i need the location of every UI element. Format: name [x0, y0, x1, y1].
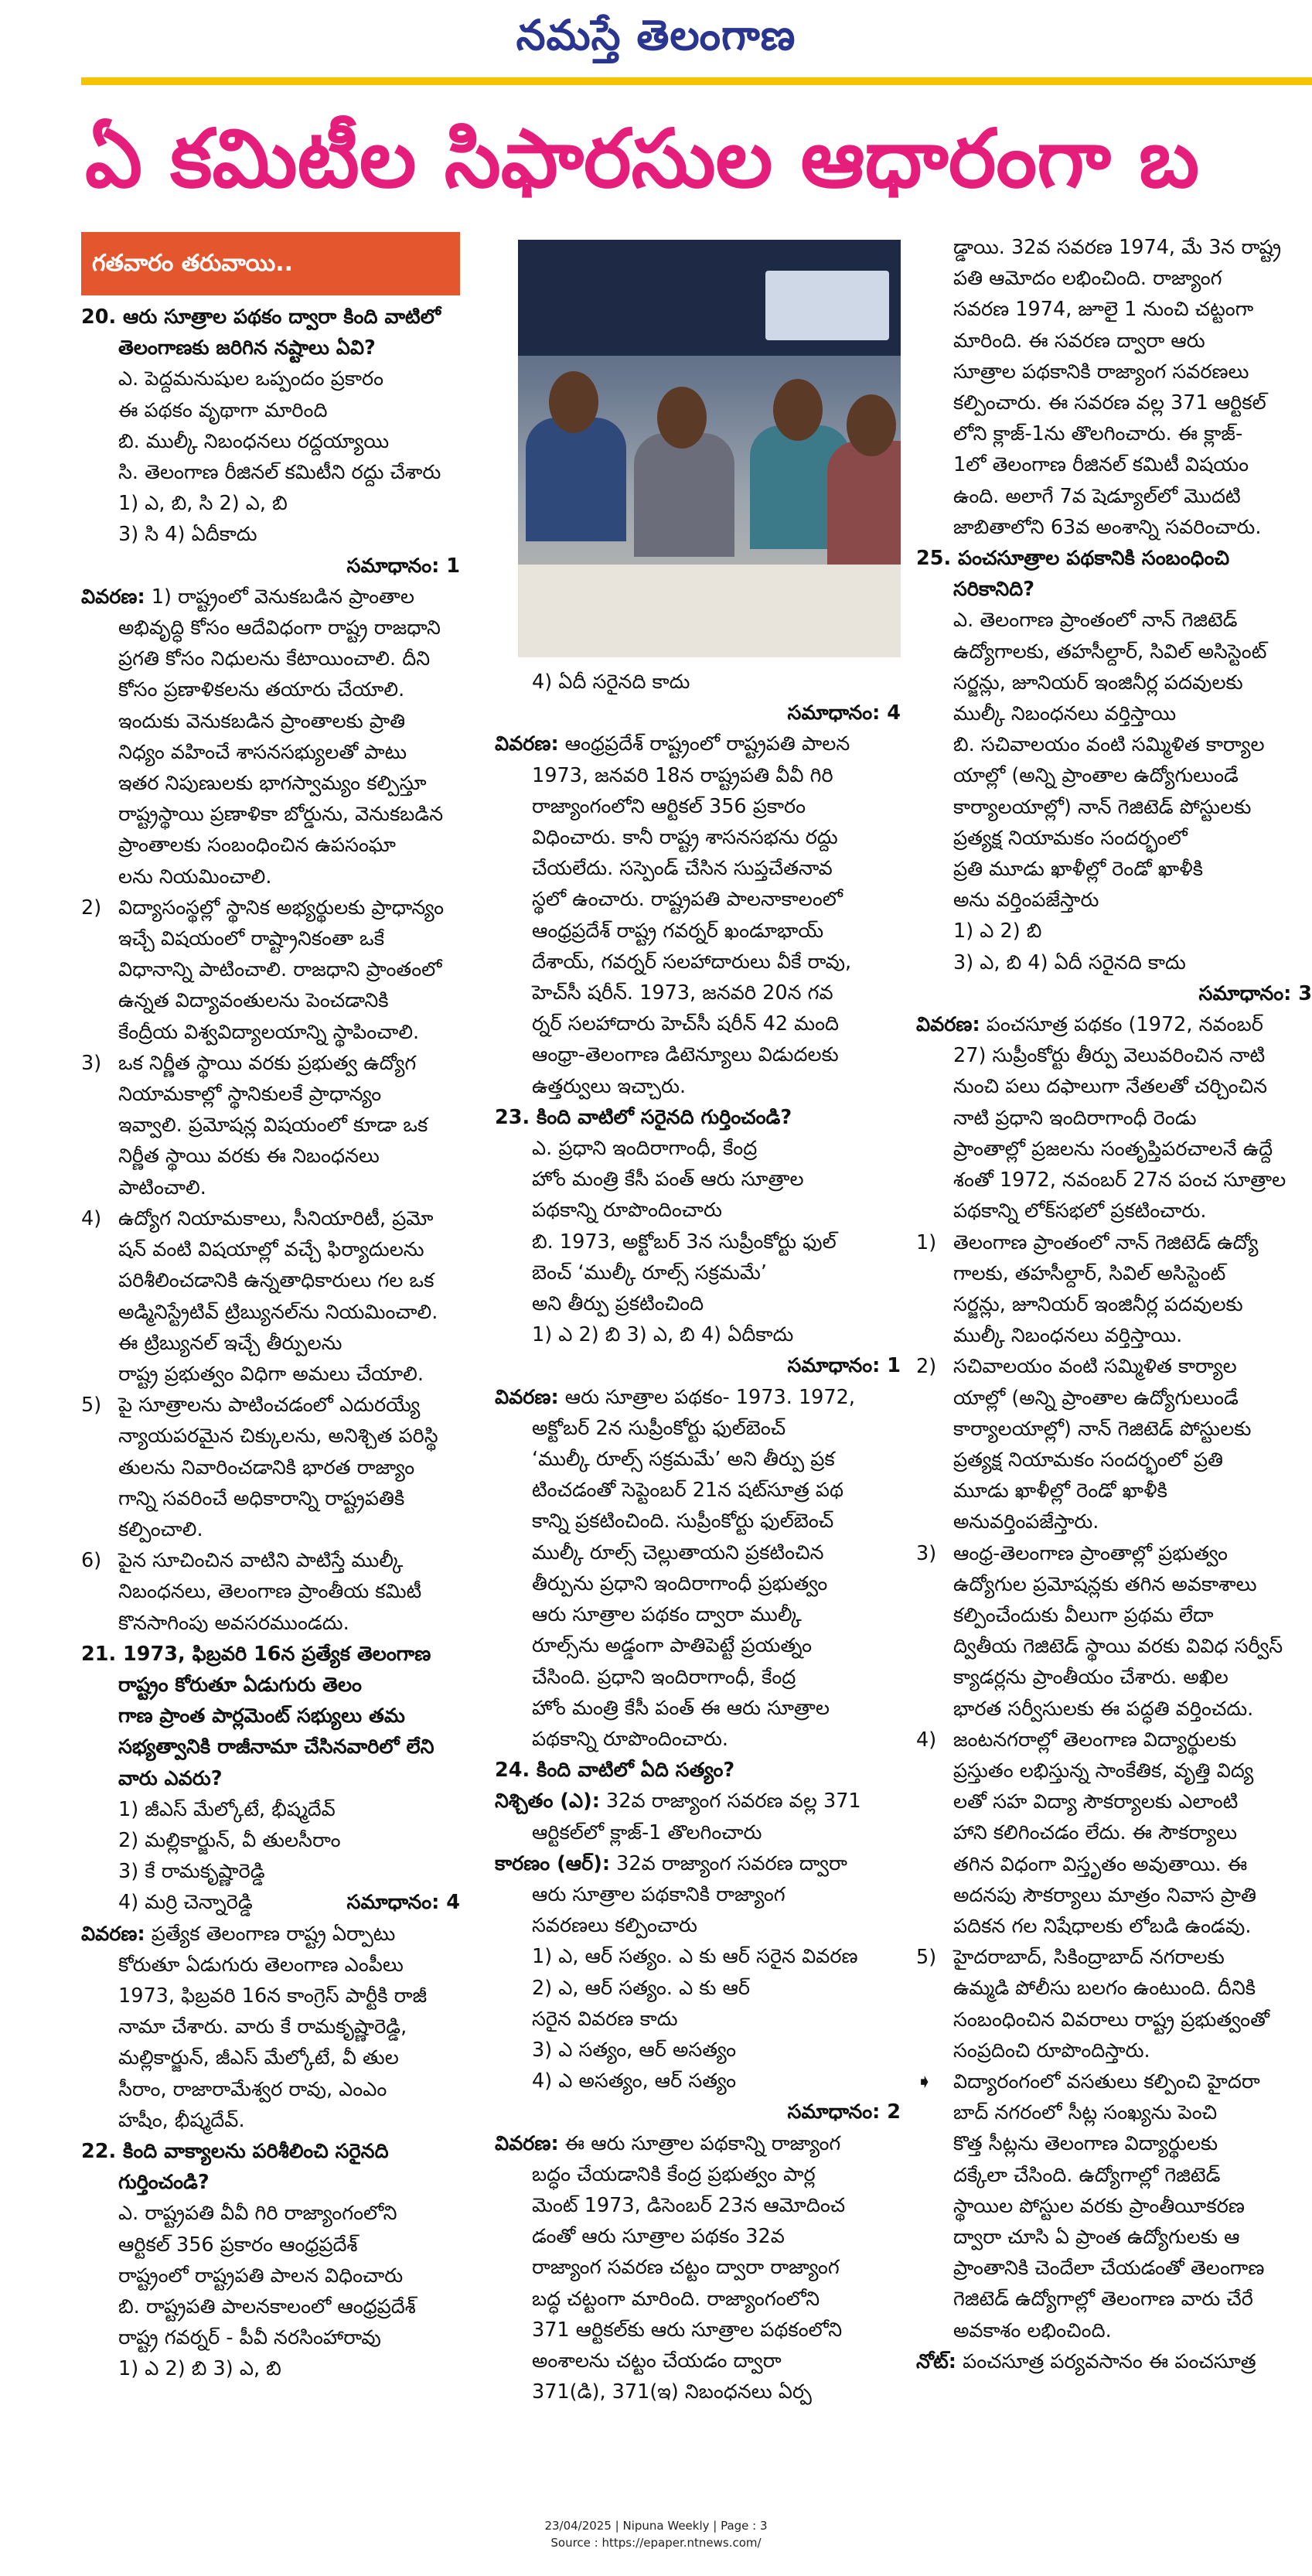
- body-text: పరిశీలించడానికి ఉన్నతాధికారులు గల ఒక: [118, 1269, 434, 1293]
- body-text: మల్లికార్జున్, జీఎస్ మేల్కోటే, వీ తుల: [118, 2046, 399, 2070]
- body-text: ఉద్యోగ నియామకాలు, సీనియారిటీ, ప్రమో: [118, 1206, 434, 1230]
- body-text: సర్జన్లు, జూనియర్ ఇంజినీర్ల పదవులకు: [953, 670, 1243, 694]
- body-text: షన్ వంటి విషయాల్లో వచ్చే ఫిర్యాదులను: [118, 1238, 424, 1262]
- body-text: బెంచ్ ‘ముల్కీ రూల్స్ సక్రమమే’: [532, 1261, 768, 1285]
- body-text: 1) ఎ 2) బి: [953, 920, 1042, 943]
- body-text: అని తీర్పు ప్రకటించింది: [532, 1292, 704, 1316]
- answer-label: సమాధానం: 1: [787, 1354, 901, 1378]
- body-text: అభివృద్ధి కోసం ఆదేవిధంగా రాష్ట్ర రాజధాని: [118, 616, 441, 640]
- body-text: ప్రగతి కోసం నిధులను కేటాయించాలి. దీని: [118, 647, 431, 671]
- body-text: సవరణ 1974, జూలై 1 నుంచి చట్టంగా: [953, 298, 1254, 322]
- body-text: నాటి ప్రధాని ఇందిరాగాంధీ రెండు: [953, 1106, 1197, 1130]
- body-text: సరైన వివరణ కాదు: [532, 2007, 678, 2031]
- body-text: అవకాశం లభించింది.: [953, 2318, 1112, 2342]
- explanation-label: వివరణ:: [916, 1013, 980, 1037]
- body-text: ప్రతి మూడు ఖాళీల్లో రెండో ఖాళీకి: [953, 858, 1204, 882]
- body-text: రాష్ట్రస్థాయి ప్రణాళికా బోర్డును, వెనుకబడిన: [118, 803, 444, 827]
- question-text: సభ్యత్వానికి రాజీనామా చేసినవారిలో లేని: [118, 1735, 434, 1759]
- body-text: ఆరు సూత్రాల పథకానికి రాజ్యాంగ: [532, 1882, 785, 1906]
- body-text: 1లో తెలంగాణ రీజినల్ కమిటీ విషయం: [953, 453, 1249, 477]
- body-text: పంచసూత్ర పథకం (1972, నవంబర్: [980, 1013, 1263, 1037]
- masthead: [0, 0, 1312, 76]
- body-text: తగిన విధంగా విస్తృతం అవుతాయి. ఈ: [953, 1852, 1248, 1876]
- body-text: తెలంగాణ ప్రాంతంలో నాన్ గెజిటెడ్ ఉద్యో: [953, 1230, 1259, 1254]
- numbered-point: [916, 1942, 1312, 1973]
- body-text: 4) ఏదీ సరైనది కాదు: [532, 670, 690, 694]
- body-text: నుంచి పలు దఫాలుగా నేతలతో చర్చించిన: [953, 1075, 1268, 1099]
- body-text: 1973, జనవరి 18న రాష్ట్రపతి వీవీ గిరి: [532, 763, 833, 787]
- body-text: పై సూత్రాలను పాటించడంలో ఎదురయ్యే: [118, 1394, 421, 1418]
- body-text: ఒక నిర్ణీత స్థాయి వరకు ప్రభుత్వ ఉద్యోగ: [118, 1051, 417, 1075]
- body-text: 27) సుప్రీంకోర్టు తీర్పు వెలువరించిన నాటి: [953, 1044, 1266, 1068]
- column-3: [916, 232, 1312, 2490]
- explanation-label: వివరణ:: [81, 1922, 145, 1946]
- body-text: ఎ. పెద్దమనుషుల ఒప్పందం ప్రకారం: [118, 367, 384, 391]
- point-number: 5): [81, 1394, 102, 1418]
- body-text: నిబంధనలు, తెలంగాణ ప్రాంతీయ కమిటీ: [118, 1580, 422, 1604]
- body-text: లను నియమించాలి.: [118, 865, 272, 889]
- body-text: పాటించాలి.: [118, 1175, 206, 1199]
- body-text: డ్డాయి. 32వ సవరణ 1974, మే 3న రాష్ట్ర: [953, 236, 1282, 259]
- body-text: ఆంధ్ర-తెలంగాణ ప్రాంతాల్లో ప్రభుత్వం: [953, 1541, 1228, 1565]
- newspaper-logo: నమస్తే తెలంగాణ: [516, 11, 796, 60]
- body-text: పథకాన్ని రూపొందించారు: [532, 1199, 722, 1223]
- question-text: వారు ఎవరు?: [118, 1766, 223, 1790]
- explanation-start: [916, 2346, 1312, 2377]
- body-text: ఈ పథకం వృథాగా మారింది: [118, 398, 328, 422]
- explanation-start: [495, 728, 901, 759]
- body-text: కార్యాలయాల్లో) నాన్ గెజిటెడ్ పోస్టులకు: [953, 795, 1252, 819]
- point-number: 6): [81, 1549, 102, 1573]
- body-text: ఆర్టికల్ 356 ప్రకారం ఆంధ్రప్రదేశ్: [118, 2233, 358, 2257]
- body-text: ప్రాంతాలకు సంబంధించిన ఉపసంఘా: [118, 834, 396, 858]
- numbered-point: [81, 1390, 460, 1421]
- body-text: రూల్స్‌ను అడ్డంగా పాతిపెట్టే ప్రయత్నం: [532, 1634, 813, 1658]
- numbered-point: [81, 1048, 460, 1079]
- body-text: 1) రాష్ట్రంలో వెనుకబడిన ప్రాంతాల: [145, 585, 414, 609]
- body-text: రాష్ట్ర గవర్నర్ - పీవీ నరసింహారావు: [118, 2326, 381, 2350]
- body-text: జంటనగరాల్లో తెలంగాణ విద్యార్థులకు: [953, 1728, 1237, 1752]
- answer-label: సమాధానం: 3: [1198, 981, 1312, 1005]
- body-text: ద్వితీయ గెజిటెడ్ స్థాయి వరకు వివిధ సర్వీస్: [953, 1635, 1283, 1659]
- body-text: ఉమ్మడి పోలీసు బలగం ఉంటుంది. దీనికి: [953, 1977, 1256, 2001]
- column-1-text: [81, 302, 460, 2385]
- body-text: కేంద్రీయ విశ్వవిద్యాలయాన్ని స్థాపించాలి.: [118, 1020, 420, 1044]
- body-text: స్థాయిల పోస్టుల వరకు ప్రాంతీయీకరణ: [953, 2194, 1245, 2218]
- numbered-point: [81, 1203, 460, 1234]
- body-text: ఉంది. అలాగే 7వ షెడ్యూల్‌లో మొదటి: [953, 484, 1241, 508]
- body-text: 32వ రాజ్యాంగ సవరణ ద్వారా: [610, 1851, 847, 1875]
- body-text: ఆరు సూత్రాల పథకం- 1973. 1972,: [558, 1385, 855, 1409]
- question-text: 23. కింది వాటిలో సరైనది గుర్తించండి?: [495, 1105, 792, 1129]
- body-text: అను వర్తింపజేస్తారు: [953, 889, 1099, 913]
- body-text: ఉన్నత విద్యావంతులను పెంచడానికి: [118, 989, 389, 1013]
- point-number: 2): [81, 896, 102, 920]
- body-text: కల్పించేందుకు వీలుగా ప్రథమ లేదా: [953, 1603, 1214, 1627]
- body-text: 1) ఎ, బి, సి 2) ఎ, బి: [118, 492, 288, 516]
- page-footer: [0, 2517, 1312, 2551]
- explanation-label: వివరణ:: [495, 1385, 559, 1409]
- explanation-start: [916, 1009, 1312, 1040]
- body-text: లోని క్లాజ్-1ను తొలగించారు. ఈ క్లాజ్-: [953, 422, 1243, 446]
- body-text: బాద్ నగరంలో సీట్ల సంఖ్యను పెంచి: [953, 2101, 1218, 2125]
- body-text: కల్పించాలి.: [118, 1517, 203, 1541]
- body-text: రాజ్యాంగ సవరణ చట్టం ద్వారా రాజ్యాంగ: [532, 2256, 840, 2280]
- body-text: మూడు ఖాళీల్లో రెండో ఖాళీకి: [953, 1479, 1167, 1503]
- body-text: ముల్కీ రూల్స్ చెల్లుతాయని ప్రకటించిన: [532, 1540, 824, 1564]
- body-text: ప్రాంతాల్లో ప్రజలను సంతృప్తిపరచాలనే ఉద్దే: [953, 1137, 1273, 1161]
- body-text: తీర్పును ప్రధాని ఇందిరాగాంధీ ప్రభుత్వం: [532, 1571, 828, 1595]
- body-text: ఉద్యోగుల ప్రమోషన్లకు తగిన అవకాశాలు: [953, 1572, 1257, 1596]
- body-text: ఈ ట్రిబ్యునల్ ఇచ్చే తీర్పులను: [118, 1331, 342, 1355]
- numbered-point: [916, 1351, 1312, 1382]
- body-text: ఎ. తెలంగాణ ప్రాంతంలో నాన్ గెజిటెడ్: [953, 609, 1238, 633]
- explanation-label: నోట్:: [916, 2349, 956, 2373]
- point-number: 4): [916, 1728, 937, 1752]
- body-text: సచివాలయం వంటి సమ్మిళిత కార్యాల: [953, 1355, 1237, 1379]
- body-text: ఎ. ప్రధాని ఇందిరాగాంధీ, కేంద్ర: [532, 1137, 758, 1161]
- body-text: క్యాడర్లను ప్రాంతీయం చేశారు. అఖిల: [953, 1666, 1229, 1690]
- body-text: బి. 1973, అక్టోబర్ 3న సుప్రీంకోర్టు ఫుల్: [532, 1230, 837, 1254]
- body-text: ముల్కీ నిబంధనలు వర్తిస్తాయి: [953, 702, 1177, 726]
- body-text: విధానాన్ని పాటించాలి. రాజధాని ప్రాంతంలో: [118, 958, 442, 982]
- body-text: 1973, ఫిబ్రవరి 16న కాంగ్రెస్ పార్టీకి రాజీ: [118, 1984, 428, 2008]
- body-text: హెచ్‌సీ షరీన్. 1973, జనవరి 20న గవ: [532, 981, 833, 1005]
- body-text: ఉత్తర్వులు ఇచ్చారు.: [532, 1074, 687, 1098]
- body-text: హైదరాబాద్, సికింద్రాబాద్ నగరాలకు: [953, 1946, 1225, 1970]
- explanation-label: కారణం (ఆర్):: [495, 1851, 611, 1875]
- numbered-point: [916, 1227, 1312, 1258]
- body-text: కార్యాలయాల్లో) నాన్ గెజిటెడ్ పోస్టులకు: [953, 1417, 1252, 1441]
- body-text: ఎ. రాష్ట్రపతి వీవీ గిరి రాజ్యాంగంలోని: [118, 2202, 397, 2226]
- question-text: తెలంగాణకు జరిగిన నష్టాలు ఏవి?: [118, 336, 376, 360]
- body-text: టించడంతో సెప్టెంబర్ 21న షట్‌సూత్ర పథ: [532, 1479, 844, 1503]
- explanation-start: [81, 582, 460, 612]
- body-text: నామా చేశారు. వారు కే రామకృష్ణారెడ్డి,: [118, 2015, 407, 2039]
- question-text: గాణ ప్రాంత పార్లమెంట్ సభ్యులు తమ: [118, 1704, 405, 1728]
- classroom-photo: [518, 240, 901, 657]
- explanation-label: వివరణ:: [495, 732, 559, 756]
- body-text: ప్రత్యక్ష నియామకం సందర్భంలో ప్రతి: [953, 1448, 1223, 1472]
- body-text: పథకాన్ని రూపొందించారు.: [532, 1727, 729, 1751]
- numbered-point: [81, 1545, 460, 1576]
- option-with-answer: [81, 1887, 460, 1918]
- body-text: గాలకు, తహసీల్దార్, సివిల్ అసిస్టెంట్: [953, 1261, 1226, 1285]
- page-headline: ఏ కమిటీల సిఫారసుల ఆధారంగా బ: [85, 111, 1200, 206]
- body-text: విద్యాసంస్థల్లో స్థానిక అభ్యర్థులకు ప్రాధాన్యం: [118, 896, 445, 920]
- question-text: 24. కింది వాటిలో ఏది సత్యం?: [495, 1759, 735, 1783]
- answer-label: సమాధానం: 4: [346, 1891, 460, 1915]
- body-text: 3) ఎ సత్యం, ఆర్ అసత్యం: [532, 2038, 737, 2062]
- numbered-point: [916, 1725, 1312, 1755]
- body-text: హాని కలిగించడం లేదు. ఈ సౌకర్యాలు: [953, 1821, 1238, 1845]
- body-text: ప్రాంతానికి చెందేలా చేయడంతో తెలంగాణ: [953, 2257, 1265, 2281]
- body-text: దేశాయ్, గవర్నర్ సలహాదారులు వీకే రావు,: [532, 950, 852, 974]
- body-text: హోం మంత్రి కేసీ పంత్ ఈ ఆరు సూత్రాల: [532, 1696, 830, 1720]
- body-text: ఆర్టికల్‌లో క్లాజ్-1 తొలగించారు: [532, 1820, 762, 1844]
- body-text: కోసం ప్రణాళికలను తయారు చేయాలి.: [118, 678, 405, 702]
- body-text: బి. ముల్కీ నిబంధనలు రద్దయ్యాయి: [118, 429, 390, 453]
- body-text: ఇతర నిపుణులకు భాగస్వామ్యం కల్పిస్తూ: [118, 772, 427, 796]
- body-text: బి. రాష్ట్రపతి పాలనకాలంలో ఆంధ్రప్రదేశ్: [118, 2295, 416, 2318]
- body-text: 3) కే రామకృష్ణారెడ్డి: [118, 1860, 265, 1884]
- column-2: [495, 232, 901, 2490]
- body-text: 1) జీఎస్ మేల్కోటే, భీష్మదేవ్: [118, 1797, 336, 1821]
- masthead-rule: [81, 77, 1312, 85]
- question-text: సరికానిది?: [953, 578, 1035, 602]
- body-text: ఆంధ్రప్రదేశ్ రాష్ట్రంలో రాష్ట్రపతి పాలన: [558, 732, 850, 756]
- body-text: భారత సర్వీసులకు ఈ పద్ధతి వర్తించదు.: [953, 1697, 1254, 1721]
- body-text: 1) ఎ 2) బి 3) ఎ, బి: [118, 2357, 281, 2381]
- question-text: 22. కింది వాక్యాలను పరిశీలించి సరైనది: [81, 2139, 389, 2163]
- body-text: అడ్మినిస్ట్రేటివ్ ట్రిబ్యునల్‌ను నియమించాలి.: [118, 1300, 438, 1324]
- explanation-label: వివరణ:: [495, 2131, 559, 2155]
- answer-label: సమాధానం: 1: [346, 554, 460, 578]
- point-number: ➧: [916, 2069, 933, 2093]
- body-text: ‘ముల్కీ రూల్స్ సక్రమమే’ అని తీర్పు ప్రక: [532, 1448, 835, 1472]
- body-text: నిర్ణీత స్థాయి వరకు ఈ నిబంధనలు: [118, 1145, 380, 1169]
- explanation-label: నిశ్చితం (ఎ):: [495, 1790, 600, 1813]
- body-text: నియామకాల్లో స్థానికులకే ప్రాధాన్యం: [118, 1083, 382, 1107]
- body-text: అనువర్తింపజేస్తారు.: [953, 1510, 1099, 1534]
- point-number: 3): [81, 1051, 102, 1075]
- body-text: సంబంధించిన వివరాలు రాష్ట్ర ప్రభుత్వంతో: [953, 2008, 1269, 2032]
- explanation-start: [495, 2128, 901, 2159]
- body-text: లతో సహ విద్యా సౌకర్యాలకు ఎలాంటి: [953, 1790, 1239, 1814]
- body-text: అదనపు సౌకర్యాలు మాత్రం నివాస ప్రాతి: [953, 1883, 1256, 1907]
- body-text: డంతో ఆరు సూత్రాల పథకం 32వ: [532, 2225, 785, 2249]
- body-text: 4) ఎ అసత్యం, ఆర్ సత్యం: [532, 2069, 737, 2093]
- answer-label: సమాధానం: 4: [787, 701, 901, 725]
- footer-source-line: Source : https://epaper.ntnews.com/: [550, 2536, 762, 2550]
- body-text: 2) మల్లికార్జున్, వీ తులసీరాం: [118, 1828, 341, 1852]
- column-1: [81, 232, 460, 2490]
- body-text: యాల్లో (అన్ని ప్రాంతాల ఉద్యోగులుండే: [953, 764, 1239, 788]
- body-text: బద్ధం చేయడానికి కేంద్ర ప్రభుత్వం పార్ల: [532, 2162, 816, 2186]
- point-number: 5): [916, 1946, 937, 1970]
- body-text: బద్ధ చట్టంగా మారింది. రాజ్యాంగంలోని: [532, 2287, 820, 2311]
- body-text: శంతో 1972, నవంబర్ 27న పంచ సూత్రాల: [953, 1169, 1286, 1192]
- body-text: కాన్ని ప్రకటించింది. సుప్రీంకోర్టు ఫుల్‌బెంచ్: [532, 1510, 834, 1534]
- body-text: అంశాలను చట్టం చేయడం ద్వారా: [532, 2349, 782, 2373]
- body-text: స్థలో ఉంచారు. రాష్ట్రపతి పాలనాకాలంలో: [532, 888, 843, 912]
- explanation-start: [495, 1382, 901, 1413]
- body-text: హోం మంత్రి కేసీ పంత్ ఆరు సూత్రాల: [532, 1168, 804, 1192]
- body-text: 3) ఎ, బి 4) ఏదీ సరైనది కాదు: [953, 950, 1186, 974]
- body-text: విద్యారంగంలో వసతులు కల్పించి హైదరా: [953, 2069, 1260, 2093]
- body-text: రాష్ట్ర ప్రభుత్వం విధిగా అమలు చేయాలి.: [118, 1362, 424, 1386]
- body-text: 3) సి 4) ఏదీకాదు: [118, 523, 257, 547]
- continued-tag: గతవారం తరువాయి..: [81, 232, 460, 295]
- numbered-point: [81, 892, 460, 923]
- body-text: పదికన గల నిషేధాలకు లోబడి ఉండవు.: [953, 1914, 1252, 1938]
- body-text: పైన సూచించిన వాటిని పాటిస్తే ముల్కీ: [118, 1549, 404, 1573]
- body-text: దక్కేలా చేసింది. ఉద్యోగాల్లో గెజిటెడ్: [953, 2163, 1221, 2187]
- body-text: కొత్త సీట్లను తెలంగాణ విద్యార్థులకు: [953, 2132, 1218, 2156]
- question-text: రాష్ట్రం కోరుతూ ఏడుగురు తెలం: [118, 1673, 362, 1697]
- body-text: ఆంధ్రప్రదేశ్ రాష్ట్ర గవర్నర్ ఖండూభాయ్: [532, 919, 824, 943]
- body-text: ఇందుకు వెనుకబడిన ప్రాంతాలకు ప్రాతి: [118, 709, 406, 733]
- body-text: బి. సచివాలయం వంటి సమ్మిళిత కార్యాల: [953, 733, 1265, 757]
- body-text: ద్వారా చూసి ఏ ప్రాంత ఉద్యోగులకు ఆ: [953, 2226, 1240, 2249]
- point-number: 3): [916, 1541, 937, 1565]
- body-text: రాజ్యాంగంలోని ఆర్టికల్ 356 ప్రకారం: [532, 794, 806, 818]
- body-text: 371 ఆర్టికల్‌కు ఆరు సూత్రాల పథకంలోని: [532, 2318, 843, 2342]
- question-text: 21. 1973, ఫిబ్రవరి 16న ప్రత్యేక తెలంగాణ: [81, 1642, 431, 1666]
- body-text: ఆంధ్రా-తెలంగాణ డిటెన్యూలు విడుదలకు: [532, 1043, 839, 1067]
- body-text: మెంట్ 1973, డిసెంబర్ 23న ఆమోదించ: [532, 2193, 846, 2217]
- explanation-start: [81, 1919, 460, 1950]
- body-text: ప్రత్యేక తెలంగాణ రాష్ట్ర ఏర్పాటు: [145, 1922, 396, 1946]
- body-text: ఆరు సూత్రాల పథకం ద్వారా ముల్కీ: [532, 1603, 802, 1627]
- body-text: ప్రత్యక్ష నియామకం సందర్భంలో: [953, 826, 1188, 850]
- explanation-label: వివరణ:: [81, 585, 145, 609]
- body-text: న్యాయపరమైన చిక్కులను, అనిశ్చిత పరిస్థి: [118, 1424, 438, 1448]
- body-text: ముల్కీ నిబంధనలు వర్తిస్తాయి.: [953, 1324, 1183, 1348]
- body-text: హషీం, భీష్మదేవ్.: [118, 2108, 245, 2132]
- body-text: కల్పించారు. ఈ సవరణ వల్ల 371 ఆర్టికల్: [953, 391, 1266, 415]
- footer-issue-line: 23/04/2025 | Nipuna Weekly | Page : 3: [544, 2519, 768, 2533]
- body-text: ఉద్యోగాలకు, తహసీల్దార్, సివిల్ అసిస్టెంట్: [953, 640, 1267, 664]
- numbered-point: [916, 2066, 1312, 2097]
- body-text: 2) ఎ, ఆర్ సత్యం. ఎ కు ఆర్: [532, 1976, 751, 2000]
- point-number: 1): [916, 1230, 937, 1254]
- body-text: సంప్రదించి రూపొందిస్తారు.: [953, 2039, 1150, 2063]
- body-text: 1) ఎ 2) బి 3) ఎ, బి 4) ఏదీకాదు: [532, 1323, 794, 1347]
- body-text: నిధ్యం వహించే శాసనసభ్యులతో పాటు: [118, 740, 407, 764]
- body-text: చేయలేదు. సస్పెండ్ చేసిన సుప్తచేతనావ: [532, 857, 833, 881]
- body-text: 32వ రాజ్యాంగ సవరణ వల్ల 371: [599, 1790, 861, 1813]
- body-text: సీరాం, రాజారామేశ్వర రావు, ఎంఎం: [118, 2077, 387, 2101]
- body-text: విధించారు. కానీ రాష్ట్ర శాసనసభను రద్దు: [532, 826, 838, 850]
- body-text: పంచసూత్ర పర్యవసానం ఈ పంచసూత్ర: [956, 2349, 1256, 2373]
- body-text: అక్టోబర్ 2న సుప్రీంకోర్టు ఫుల్‌బెంచ్: [532, 1416, 786, 1440]
- body-text: జాబితాలోని 63వ అంశాన్ని సవరించారు.: [953, 515, 1262, 539]
- body-text: తులను నివారించడానికి భారత రాజ్యాం: [118, 1455, 415, 1479]
- column-3-text: [916, 232, 1312, 2377]
- body-text: పతి ఆమోదం లభించింది. రాజ్యాంగ: [953, 267, 1222, 291]
- explanation-start: [495, 1786, 901, 1817]
- numbered-point: [916, 1538, 1312, 1569]
- body-text: మారింది. ఈ సవరణ ద్వారా ఆరు: [953, 329, 1205, 353]
- body-text: రాష్ట్రంలో రాష్ట్రపతి పాలన విధించారు: [118, 2264, 404, 2288]
- body-text: సర్జన్లు, జూనియర్ ఇంజినీర్ల పదవులకు: [953, 1292, 1243, 1316]
- body-text: 1) ఎ, ఆర్ సత్యం. ఎ కు ఆర్ సరైన వివరణ: [532, 1945, 858, 1969]
- question-text: 20. ఆరు సూత్రాల పథకం ద్వారా కింది వాటిలో: [81, 305, 441, 329]
- body-text: సూత్రాల పథకానికి రాజ్యాంగ సవరణలు: [953, 360, 1249, 384]
- point-number: 2): [916, 1355, 937, 1379]
- question-text: 25. పంచసూత్రాల పథకానికి సంబంధించి: [916, 547, 1230, 571]
- body-text: ఈ ఆరు సూత్రాల పథకాన్ని రాజ్యాంగ: [558, 2131, 841, 2155]
- body-text: ర్నర్ సలహాదారు హెచ్‌సీ షరీన్ 42 మంది: [532, 1012, 840, 1036]
- option-text: 4) మర్రి చెన్నారెడ్డి: [118, 1891, 253, 1915]
- explanation-start: [495, 1848, 901, 1879]
- body-text: కొనసాగింపు అవసరముండదు.: [118, 1611, 349, 1635]
- body-text: సి. తెలంగాణ రీజినల్ కమిటీని రద్దు చేశారు: [118, 461, 441, 485]
- body-text: సవరణలు కల్పించారు: [532, 1914, 697, 1938]
- body-text: యాల్లో (అన్ని ప్రాంతాల ఉద్యోగులుండే: [953, 1386, 1239, 1410]
- body-text: కోరుతూ ఏడుగురు తెలంగాణ ఎంపీలు: [118, 1953, 404, 1977]
- body-text: గాన్ని సవరించే అధికారాన్ని రాష్ట్రపతికి: [118, 1486, 405, 1510]
- body-text: ఇవ్వాలి. ప్రమోషన్ల విషయంలో కూడా ఒక: [118, 1114, 428, 1138]
- body-text: గెజిటెడ్ ఉద్యోగాల్లో తెలంగాణ వారు చేరే: [953, 2288, 1253, 2312]
- body-text: పథకాన్ని లోక్‌సభలో ప్రకటించారు.: [953, 1199, 1207, 1223]
- body-text: ఇచ్చే విషయంలో రాష్ట్రానికంతా ఒకే: [118, 927, 385, 951]
- answer-label: సమాధానం: 2: [787, 2100, 901, 2124]
- body-text: చేసింది. ప్రధాని ఇందిరాగాంధీ, కేంద్ర: [532, 1665, 796, 1689]
- column-2-text: [495, 667, 901, 2407]
- point-number: 4): [81, 1206, 102, 1230]
- body-text: ప్రస్తుతం లభిస్తున్న సాంకేతిక, వృత్తి విద్య: [953, 1759, 1254, 1783]
- question-text: గుర్తించండి?: [118, 2171, 210, 2195]
- body-text: 371(డి), 371(ఇ) నిబంధనలు ఏర్ప: [532, 2380, 812, 2404]
